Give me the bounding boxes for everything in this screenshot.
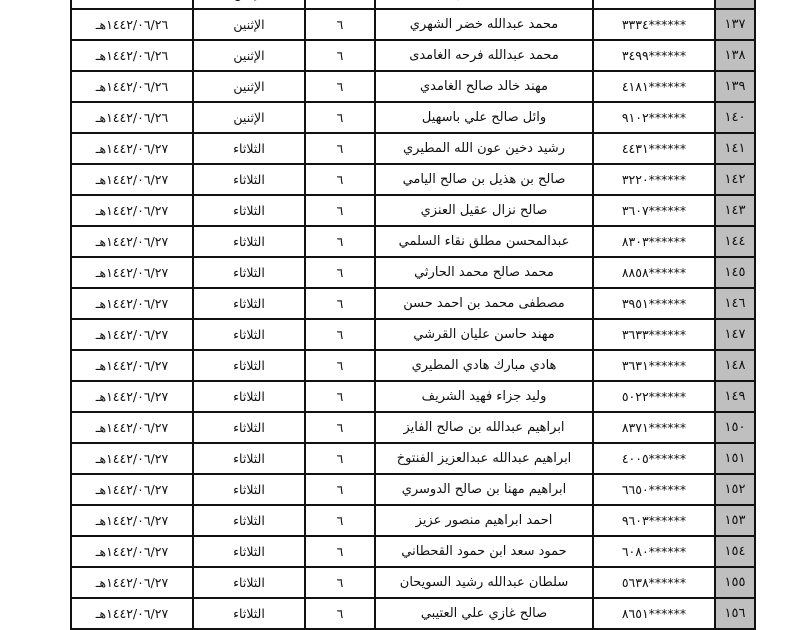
- count-cell: ٦: [305, 412, 375, 443]
- day-cell: الثلاثاء: [193, 319, 305, 350]
- table-row: [71, 40, 755, 71]
- name-cell: مصطفى محمد بن احمد حسن: [375, 288, 593, 319]
- row-number-cell: ١٥٣: [715, 505, 755, 536]
- table-row: [71, 443, 755, 474]
- day-cell: الثلاثاء: [193, 412, 305, 443]
- id-number-cell: ******٨٦٥١: [593, 598, 715, 629]
- name-cell: ابراهيم عبدالله بن صالح الفايز: [375, 412, 593, 443]
- date-cell: ١٤٤٢/٠٦/٢٧هـ: [71, 443, 193, 474]
- date-cell: ١٤٤٢/٠٦/٢٦هـ: [71, 71, 193, 102]
- id-number-cell: ******٥٠٢٢: [593, 381, 715, 412]
- id-number-cell: ******٩٦٠٣: [593, 505, 715, 536]
- day-cell: الثلاثاء: [193, 350, 305, 381]
- date-cell: ١٤٤٢/٠٦/٢٦هـ: [71, 40, 193, 71]
- table-row: [71, 226, 755, 257]
- table-row: [71, 381, 755, 412]
- table-row: [71, 9, 755, 40]
- date-cell: ١٤٤٢/٠٦/٢٧هـ: [71, 319, 193, 350]
- row-number-cell: ١٥٢: [715, 474, 755, 505]
- table-row: [71, 288, 755, 319]
- table-row: [71, 102, 755, 133]
- count-cell: ٦: [305, 319, 375, 350]
- day-cell: الثلاثاء: [193, 288, 305, 319]
- count-cell: ٦: [305, 40, 375, 71]
- date-cell: ١٤٤٢/٠٦/٢٧هـ: [71, 474, 193, 505]
- row-number-cell: [715, 0, 755, 9]
- name-cell: [375, 0, 593, 9]
- day-cell: الثلاثاء: [193, 536, 305, 567]
- count-cell: [305, 0, 375, 9]
- document-sheet: [72, 0, 756, 621]
- day-cell: الإثنين: [193, 40, 305, 71]
- count-cell: ٦: [305, 102, 375, 133]
- table-row: [71, 412, 755, 443]
- id-number-cell: ******٣٢٢٠: [593, 164, 715, 195]
- row-number-cell: ١٤٥: [715, 257, 755, 288]
- count-cell: ٦: [305, 505, 375, 536]
- date-cell: ١٤٤٢/٠٦/٢٧هـ: [71, 412, 193, 443]
- count-cell: ٦: [305, 288, 375, 319]
- name-cell: وليد جزاء فهيد الشريف: [375, 381, 593, 412]
- row-number-cell: ١٥٦: [715, 598, 755, 629]
- date-cell: ١٤٤٢/٠٦/٢٧هـ: [71, 288, 193, 319]
- table-row: [71, 195, 755, 226]
- count-cell: ٦: [305, 350, 375, 381]
- date-cell: ١٤٤٢/٠٦/٢٧هـ: [71, 257, 193, 288]
- id-number-cell: ******٣٦٠٧: [593, 195, 715, 226]
- row-number-cell: ١٥١: [715, 443, 755, 474]
- name-cell: ابراهيم مهنا بن صالح الدوسري: [375, 474, 593, 505]
- day-cell: الثلاثاء: [193, 226, 305, 257]
- date-cell: ١٤٤٢/٠٦/٢٧هـ: [71, 195, 193, 226]
- day-cell: الثلاثاء: [193, 195, 305, 226]
- count-cell: ٦: [305, 71, 375, 102]
- count-cell: ٦: [305, 195, 375, 226]
- row-number-cell: ١٤٦: [715, 288, 755, 319]
- name-cell: سلطان عبدالله رشيد السويحان: [375, 567, 593, 598]
- id-number-cell: [593, 0, 715, 9]
- day-cell: الثلاثاء: [193, 443, 305, 474]
- row-number-cell: ١٤٩: [715, 381, 755, 412]
- day-cell: الإثنين: [193, 71, 305, 102]
- table-row: [71, 536, 755, 567]
- name-cell: عبدالمحسن مطلق نقاء السلمي: [375, 226, 593, 257]
- day-cell: [193, 0, 305, 9]
- row-number-cell: ١٤٤: [715, 226, 755, 257]
- day-cell: الإثنين: [193, 102, 305, 133]
- name-cell: محمد عبدالله فرحه الغامدى: [375, 40, 593, 71]
- name-cell: حمود سعد ابن حمود القحطاني: [375, 536, 593, 567]
- table-row: [71, 598, 755, 629]
- table-row: [71, 319, 755, 350]
- row-number-cell: ١٣٧: [715, 9, 755, 40]
- id-number-cell: ******٤٤٣١: [593, 133, 715, 164]
- table-row: [71, 0, 755, 9]
- date-cell: ١٤٤٢/٠٦/٢٦هـ: [71, 9, 193, 40]
- row-number-cell: ١٤٣: [715, 195, 755, 226]
- name-cell: مهند خالد صالح الغامدي: [375, 71, 593, 102]
- name-cell: ابراهيم عبدالله عبدالعزيز الفنتوخ: [375, 443, 593, 474]
- schedule-table: [70, 0, 756, 630]
- table-row: [71, 350, 755, 381]
- day-cell: الثلاثاء: [193, 133, 305, 164]
- day-cell: الثلاثاء: [193, 474, 305, 505]
- id-number-cell: ******٦٠٨٠: [593, 536, 715, 567]
- name-cell: هادي مبارك هادي المطيري: [375, 350, 593, 381]
- count-cell: ٦: [305, 133, 375, 164]
- day-cell: الثلاثاء: [193, 381, 305, 412]
- date-cell: ١٤٤٢/٠٦/٢٧هـ: [71, 133, 193, 164]
- table-row: [71, 567, 755, 598]
- count-cell: ٦: [305, 536, 375, 567]
- id-number-cell: ******٤١٨١: [593, 71, 715, 102]
- date-cell: ١٤٤٢/٠٦/٢٦هـ: [71, 102, 193, 133]
- id-number-cell: ******٣٣٣٤: [593, 9, 715, 40]
- count-cell: ٦: [305, 257, 375, 288]
- row-number-cell: ١٤٨: [715, 350, 755, 381]
- name-cell: محمد عبدالله خضر الشهري: [375, 9, 593, 40]
- id-number-cell: ******٣٩٥١: [593, 288, 715, 319]
- row-number-cell: ١٥٥: [715, 567, 755, 598]
- row-number-cell: ١٤٢: [715, 164, 755, 195]
- id-number-cell: ******٨٣٧١: [593, 412, 715, 443]
- row-number-cell: ١٣٩: [715, 71, 755, 102]
- count-cell: ٦: [305, 598, 375, 629]
- row-number-cell: ١٥٠: [715, 412, 755, 443]
- name-cell: محمد صالح محمد الحارثي: [375, 257, 593, 288]
- id-number-cell: ******٨٣٠٣: [593, 226, 715, 257]
- table-row: [71, 133, 755, 164]
- date-cell: ١٤٤٢/٠٦/٢٧هـ: [71, 536, 193, 567]
- count-cell: ٦: [305, 567, 375, 598]
- count-cell: ٦: [305, 226, 375, 257]
- table-row: [71, 474, 755, 505]
- table-row: [71, 257, 755, 288]
- name-cell: احمد ابراهيم منصور عزيز: [375, 505, 593, 536]
- day-cell: الثلاثاء: [193, 505, 305, 536]
- day-cell: الإثنين: [193, 9, 305, 40]
- name-cell: وائل صالح علي باسهيل: [375, 102, 593, 133]
- name-cell: رشيد دخين عون الله المطيري: [375, 133, 593, 164]
- name-cell: مهند حاسن عليان القرشي: [375, 319, 593, 350]
- schedule-table-body: [71, 0, 755, 629]
- id-number-cell: ******٩١٠٢: [593, 102, 715, 133]
- table-row: [71, 71, 755, 102]
- day-cell: الثلاثاء: [193, 567, 305, 598]
- day-cell: الثلاثاء: [193, 257, 305, 288]
- row-number-cell: ١٤١: [715, 133, 755, 164]
- id-number-cell: ******٣٤٩٩: [593, 40, 715, 71]
- date-cell: ١٤٤٢/٠٦/٢٧هـ: [71, 598, 193, 629]
- row-number-cell: ١٤٧: [715, 319, 755, 350]
- date-cell: ١٤٤٢/٠٦/٢٧هـ: [71, 350, 193, 381]
- id-number-cell: ******٥٦٣٨: [593, 567, 715, 598]
- day-cell: الثلاثاء: [193, 598, 305, 629]
- date-cell: [71, 0, 193, 9]
- name-cell: صالح غازي علي العتيبي: [375, 598, 593, 629]
- count-cell: ٦: [305, 164, 375, 195]
- name-cell: صالح بن هذيل بن صالح اليامي: [375, 164, 593, 195]
- id-number-cell: ******٦٦٥٠: [593, 474, 715, 505]
- id-number-cell: ******٨٨٥٨: [593, 257, 715, 288]
- table-row: [71, 164, 755, 195]
- name-cell: صالح نزال عقيل العنزي: [375, 195, 593, 226]
- count-cell: ٦: [305, 474, 375, 505]
- date-cell: ١٤٤٢/٠٦/٢٧هـ: [71, 164, 193, 195]
- id-number-cell: ******٣٦٣١: [593, 350, 715, 381]
- date-cell: ١٤٤٢/٠٦/٢٧هـ: [71, 505, 193, 536]
- date-cell: ١٤٤٢/٠٦/٢٧هـ: [71, 381, 193, 412]
- count-cell: ٦: [305, 381, 375, 412]
- row-number-cell: ١٤٠: [715, 102, 755, 133]
- date-cell: ١٤٤٢/٠٦/٢٧هـ: [71, 567, 193, 598]
- id-number-cell: ******٣٦٣٣: [593, 319, 715, 350]
- id-number-cell: ******٤٠٠٥: [593, 443, 715, 474]
- day-cell: الثلاثاء: [193, 164, 305, 195]
- count-cell: ٦: [305, 9, 375, 40]
- table-row: [71, 505, 755, 536]
- row-number-cell: ١٣٨: [715, 40, 755, 71]
- row-number-cell: ١٥٤: [715, 536, 755, 567]
- date-cell: ١٤٤٢/٠٦/٢٧هـ: [71, 226, 193, 257]
- count-cell: ٦: [305, 443, 375, 474]
